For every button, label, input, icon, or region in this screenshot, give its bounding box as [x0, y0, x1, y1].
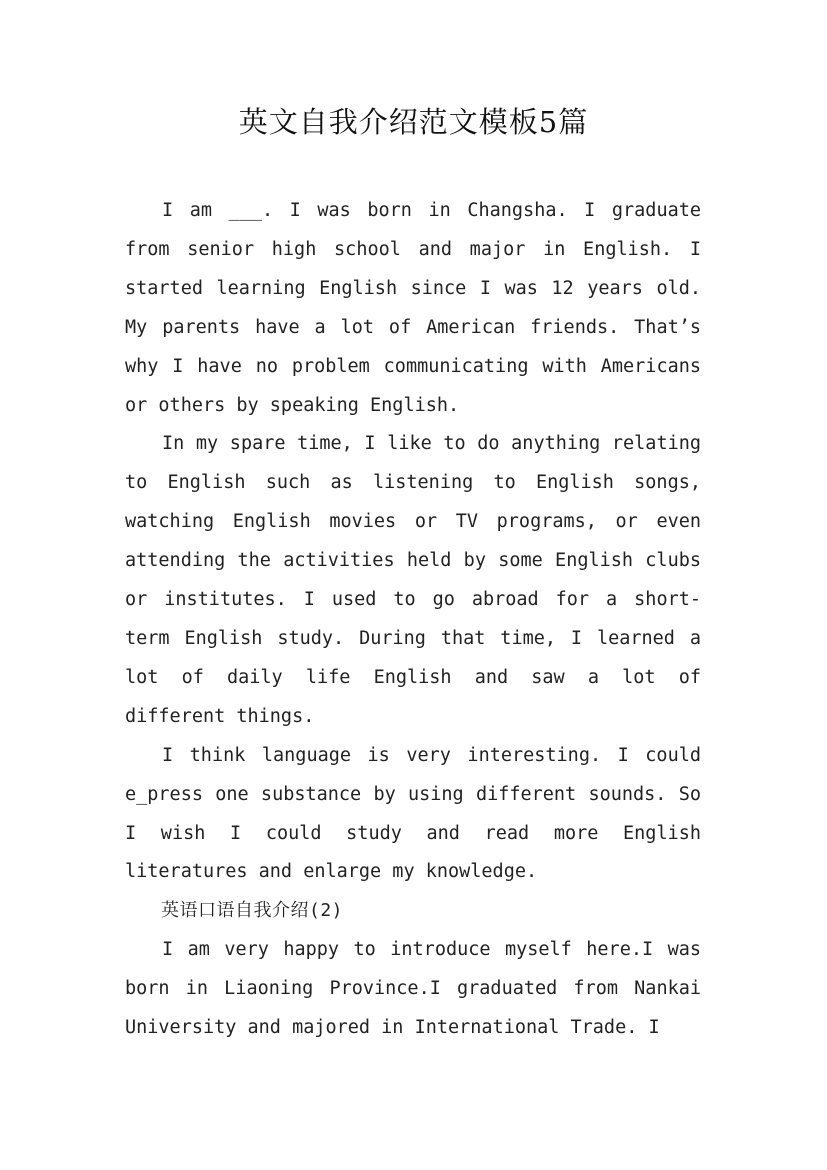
paragraph-1: I am ___. I was born in Changsha. I graduate from senior high school and major in English. I started learning English since I was 12 years old. My parents have a lot of American friends. That’s why I have no problem communicating with Americans or others by speaking English. — [125, 200, 701, 416]
document-body — [125, 192, 701, 1048]
section-heading: 英语口语自我介绍(2) — [161, 900, 344, 922]
paragraph-2: In my spare time, I like to do anything relating to English such as listening to English songs, watching English movies or TV programs, or even attending the activities held by some English clubs or institutes. I used to go abroad for a short- term English study. During that time, I learned a lot of daily life English and saw a lot of different things. — [125, 433, 701, 727]
paragraph-3: I think language is very interesting. I could e_press one substance by using different sounds. So I wish I could study and read more English literatures and enlarge my knowledge. — [125, 744, 701, 883]
document-title: 英文自我介绍范文模板5篇 — [238, 105, 589, 139]
section-paragraph: I am very happy to introduce myself here.I was born in Liaoning Province.I graduated from Nankai University and majored in International Trade. I — [125, 939, 701, 1039]
